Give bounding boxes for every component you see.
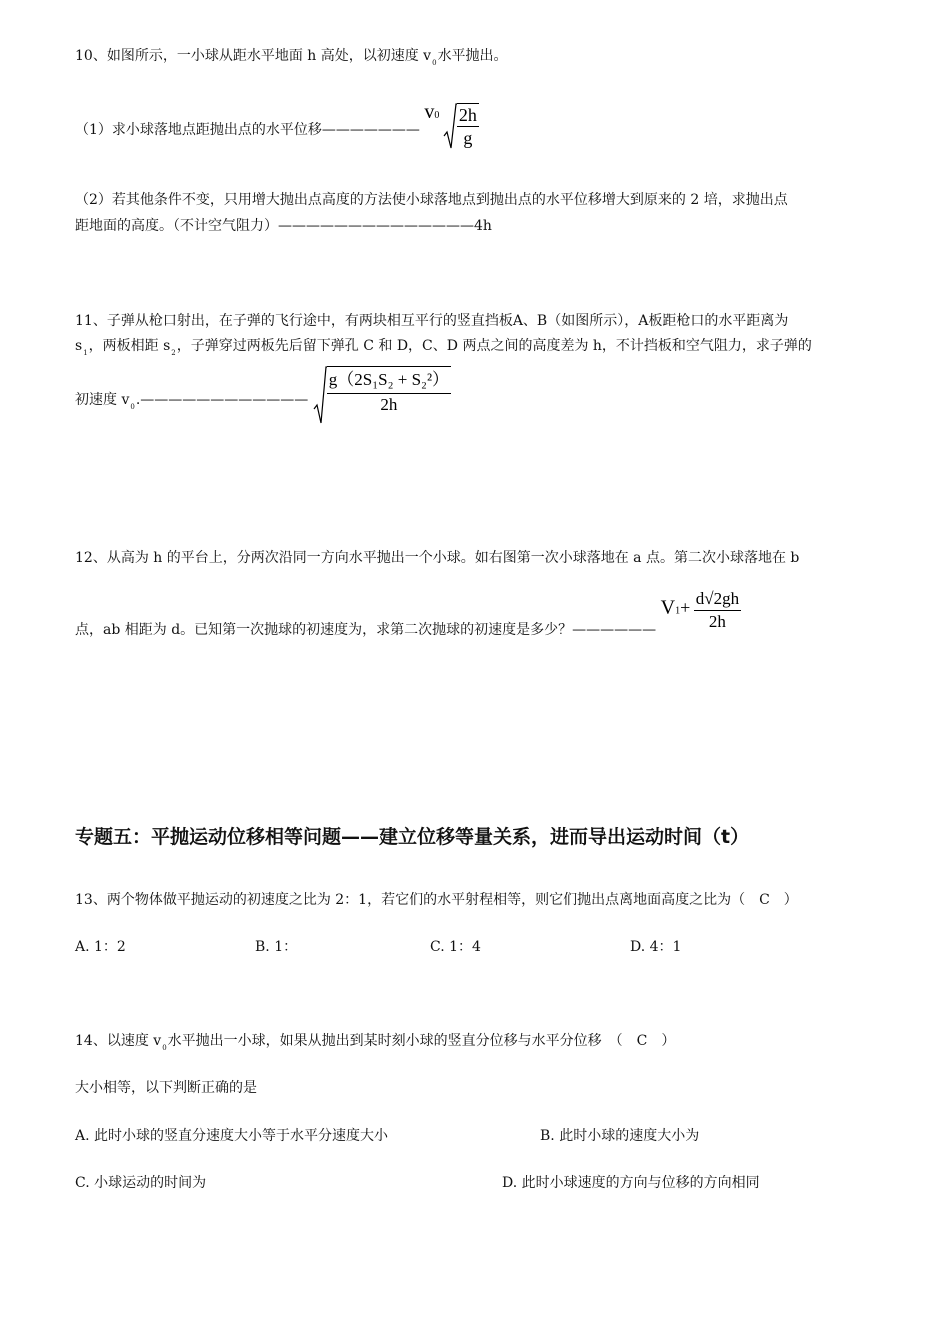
q14-stem-line2: 大小相等，以下判断正确的是 [75, 1080, 257, 1096]
q10-part2-line1: （2）若其他条件不变，只用增大抛出点高度的方法使小球落地点到抛出点的水平位移增大到原来的 2 培，求抛出点 [75, 192, 788, 208]
q14-option-d: D. 此时小球速度的方向与位移的方向相同 [502, 1175, 760, 1191]
q14-option-a: A. 此时小球的竖直分速度大小等于水平分速度大小 [75, 1128, 389, 1144]
q11-line3: 初速度 $v_0.————————————$ $\frac{\text{g（2S₁S₂ + S₂²）}}{2h}$ [75, 360, 451, 420]
q14-option-b: B. 此时小球的速度大小为 [540, 1128, 700, 1144]
q13-option-c: C. 1：4 [430, 939, 481, 955]
q12-line1: 12、从高为 h 的平台上，分两次沿同一方向水平抛出一个小球。如右图第一次小球落地在 a 点。第二次小球落地在 b [75, 550, 800, 566]
q14-option-c: C. 小球运动的时间为 [75, 1175, 207, 1191]
q10-part1-answer: v0 $\frac{2h}{g}$ [424, 101, 477, 148]
q10-part1: （1）求小球落地点距抛出点的水平位移——————— v0 $\frac{2h}{g}$ [75, 101, 477, 148]
q13-option-a: A. 1：2 [75, 939, 126, 955]
q14-stem: 14、以速度 $v_0$水平抛出一小球，如果从抛出到某时刻小球的竖直分位移与水平分位移 （ C ） [75, 1033, 676, 1052]
q11-answer: $\frac{\text{g（2S₁S₂ + S₂²）}}{2h}$ [313, 365, 451, 425]
q10-stem: 10、如图所示，一小球从距水平地面 h 高处，以初速度 $v_0$水平抛出。 [75, 48, 508, 67]
topic5-title: 专题五：平抛运动位移相等问题——建立位移等量关系，进而导出运动时间（t） [75, 826, 750, 848]
q13-stem: 13、两个物体做平抛运动的初速度之比为 2：1，若它们的水平射程相等，则它们抛出点离地面高度之比为（ C ） [75, 892, 798, 908]
q13-option-b: B. 1： [255, 939, 298, 955]
q11-line2: $s_1$，两板相距 $s_2$，子弹穿过两板先后留下弹孔 C 和 D，C、D 两点之间的高度差为 h，不计挡板和空气阻力，求子弹的 [75, 338, 812, 357]
q12-answer: V1+ $\frac{d√2gh}{2h}$ [660, 589, 740, 631]
q12-line2: 点，ab 相距为 d。已知第一次抛球的初速度为，求第二次抛球的初速度是多少？—————— V1+ $\frac{d√2gh}{2h}$ [75, 589, 740, 638]
q13-option-d: D. 4：1 [630, 939, 682, 955]
q11-line1: 11、子弹从枪口射出，在子弹的飞行途中，有两块相互平行的竖直挡板A、B（如图所示），A板距枪口的水平距离为 [75, 313, 789, 329]
q10-part2-line2: 距地面的高度。（不计空气阻力）——————————————4h [75, 218, 492, 234]
q10-sqrt-icon [443, 102, 457, 150]
q11-sqrt-icon [313, 365, 327, 425]
